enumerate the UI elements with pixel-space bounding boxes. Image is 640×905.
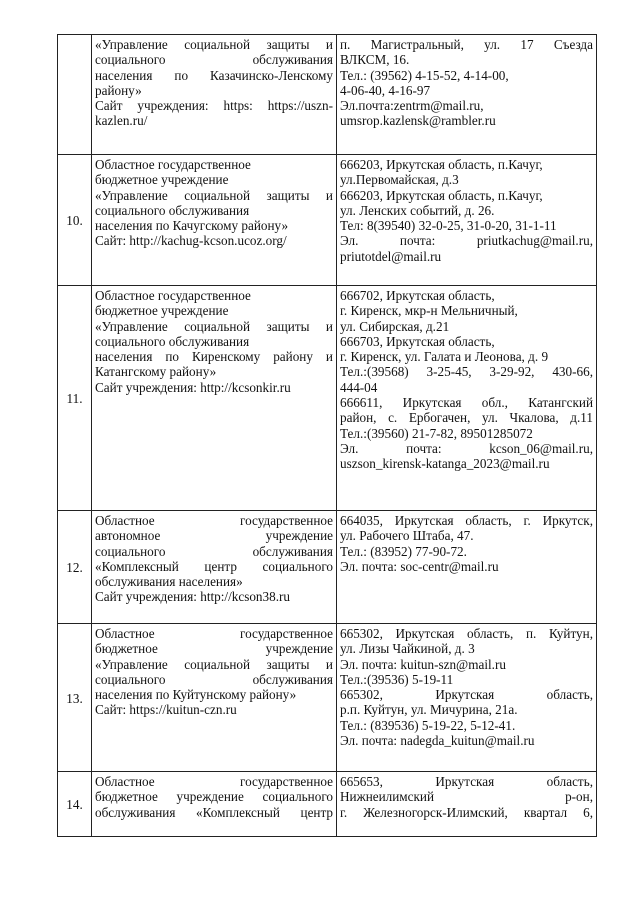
organization-line: обслуживания «Комплексный центр bbox=[95, 804, 333, 820]
organization-line: Областное государственное bbox=[95, 774, 333, 789]
address-line: 665302, Иркутская область, bbox=[340, 687, 593, 703]
address-contact-cell bbox=[337, 772, 597, 837]
organization-line: kazlen.ru/ bbox=[95, 113, 148, 129]
organization-line: Областное государственное bbox=[95, 626, 333, 641]
address-line: г. Железногорск-Илимский, квартал 6, bbox=[340, 804, 593, 820]
table-row bbox=[58, 286, 597, 511]
organization-line: социального обслуживания bbox=[95, 52, 333, 68]
address-line: Эл. почта: kuitun-szn@mail.ru bbox=[340, 656, 506, 672]
organization-line: социального обслуживания bbox=[95, 202, 250, 218]
row-number: 13. bbox=[58, 624, 92, 772]
organization-line: бюджетное учреждение bbox=[95, 303, 229, 319]
organization-line: «Управление социальной защиты и bbox=[95, 187, 333, 203]
address-line: Тел.:(39560) 21-7-82, 89501285072 bbox=[340, 425, 533, 441]
address-line: г. Киренск, мкр-н Мельничный, bbox=[340, 303, 518, 319]
organization-line: Сайт: https://kuitun-czn.ru bbox=[95, 702, 237, 718]
organization-line: району» bbox=[95, 82, 142, 98]
table-row bbox=[58, 772, 597, 837]
table-row bbox=[58, 624, 597, 772]
organization-line: «Управление социальной защиты и bbox=[95, 656, 333, 672]
address-line: Эл.почта:zentrm@mail.ru, bbox=[340, 98, 484, 114]
organization-line: Сайт учреждения: http://kcson38.ru bbox=[95, 589, 290, 605]
institutions-table bbox=[57, 34, 597, 837]
organization-line: «Комплексный центр социального bbox=[95, 558, 333, 574]
address-line: priutotdel@mail.ru bbox=[340, 248, 442, 264]
organization-line: Катангскому району» bbox=[95, 364, 217, 380]
organization-line: населения по Качугскому району» bbox=[95, 218, 289, 234]
organization-line: «Управление социальной защиты и bbox=[95, 318, 333, 334]
organization-line: Областное государственное bbox=[95, 157, 251, 172]
organization-line: автономное учреждение bbox=[95, 528, 333, 544]
address-line: 665653, Иркутская область, bbox=[340, 774, 593, 789]
row-number: 10. bbox=[58, 155, 92, 286]
organization-cell bbox=[92, 624, 337, 772]
organization-line: социального обслуживания bbox=[95, 671, 333, 687]
address-line: район, с. Ербогачен, ул. Чкалова, д.11 bbox=[340, 410, 593, 426]
address-line: ул. Сибирская, д.21 bbox=[340, 318, 450, 334]
address-contact-cell bbox=[337, 286, 597, 511]
row-number: 11. bbox=[58, 286, 92, 511]
address-line: г. Киренск, ул. Галата и Леонова, д. 9 bbox=[340, 349, 549, 365]
address-line: ул. Рабочего Штаба, 47. bbox=[340, 528, 474, 544]
table-row bbox=[58, 35, 597, 155]
address-line: ул.Первомайская, д.3 bbox=[340, 172, 459, 188]
organization-line: бюджетное учреждение социального bbox=[95, 789, 333, 805]
organization-line: социального обслуживания bbox=[95, 543, 333, 559]
organization-line: Сайт учреждения: https: https://uszn- bbox=[95, 98, 333, 114]
address-line: 665302, Иркутская область, п. Куйтун, bbox=[340, 626, 593, 641]
organization-cell bbox=[92, 511, 337, 624]
address-contact-cell bbox=[337, 511, 597, 624]
address-line: 666611, Иркутская обл., Катангский bbox=[340, 395, 593, 411]
address-line: 666703, Иркутская область, bbox=[340, 333, 495, 349]
organization-line: Областное государственное bbox=[95, 513, 333, 528]
address-line: 666203, Иркутская область, п.Качуг, bbox=[340, 157, 543, 172]
address-line: п. Магистральный, ул. 17 Съезда bbox=[340, 37, 593, 52]
organization-cell bbox=[92, 286, 337, 511]
row-number: 12. bbox=[58, 511, 92, 624]
organization-line: Сайт: http://kachug-kcson.ucoz.org/ bbox=[95, 233, 287, 249]
organization-line: Областное государственное bbox=[95, 288, 251, 303]
address-line: 444-04 bbox=[340, 379, 378, 395]
organization-line: «Управление социальной защиты и bbox=[95, 37, 333, 52]
address-contact-cell bbox=[337, 155, 597, 286]
row-number: 14. bbox=[58, 772, 92, 837]
address-line: Нижнеилимский р-он, bbox=[340, 789, 593, 805]
address-line: 4-06-40, 4-16-97 bbox=[340, 82, 431, 98]
organization-line: населения по Киренскому району и bbox=[95, 349, 333, 365]
organization-line: обслуживания населения» bbox=[95, 574, 243, 590]
organization-line: социального обслуживания bbox=[95, 333, 250, 349]
table-row bbox=[58, 511, 597, 624]
address-line: Тел.: (39562) 4-15-52, 4-14-00, bbox=[340, 67, 509, 83]
address-line: Эл. почта: nadegda_kuitun@mail.ru bbox=[340, 733, 535, 749]
address-line: ВЛКСМ, 16. bbox=[340, 52, 410, 68]
row-number bbox=[58, 35, 92, 155]
address-contact-cell bbox=[337, 35, 597, 155]
address-line: 666203, Иркутская область, п.Качуг, bbox=[340, 187, 543, 203]
address-line: р.п. Куйтун, ул. Мичурина, 21а. bbox=[340, 702, 518, 718]
organization-line: бюджетное учреждение bbox=[95, 641, 333, 657]
address-line: Эл. почта: soc-centr@mail.ru bbox=[340, 558, 499, 574]
address-contact-cell bbox=[337, 624, 597, 772]
address-line: Тел.: (83952) 77-90-72. bbox=[340, 543, 467, 559]
address-line: uszson_kirensk-katanga_2023@mail.ru bbox=[340, 456, 550, 472]
organization-cell bbox=[92, 155, 337, 286]
address-line: 666702, Иркутская область, bbox=[340, 288, 495, 303]
address-line: Тел.:(39536) 5-19-11 bbox=[340, 671, 454, 687]
organization-line: населения по Казачинско-Ленскому bbox=[95, 67, 333, 83]
address-line: Эл. почта: priutkachug@mail.ru, bbox=[340, 233, 593, 249]
table-row bbox=[58, 155, 597, 286]
organization-cell bbox=[92, 772, 337, 837]
organization-line: населения по Куйтунскому району» bbox=[95, 687, 297, 703]
address-line: Тел: 8(39540) 32-0-25, 31-0-20, 31-1-11 bbox=[340, 218, 557, 234]
organization-cell bbox=[92, 35, 337, 155]
address-line: Тел.:(39568) 3-25-45, 3-29-92, 430-66, bbox=[340, 364, 593, 380]
organization-line: Сайт учреждения: http://kcsonkir.ru bbox=[95, 379, 291, 395]
organization-line: бюджетное учреждение bbox=[95, 172, 229, 188]
address-line: Эл. почта: kcson_06@mail.ru, bbox=[340, 440, 593, 456]
address-line: ул. Лизы Чайкиной, д. 3 bbox=[340, 641, 475, 657]
address-line: 664035, Иркутская область, г. Иркутск, bbox=[340, 513, 593, 528]
address-line: ул. Ленских событий, д. 26. bbox=[340, 202, 495, 218]
address-line: umsrop.kazlensk@rambler.ru bbox=[340, 113, 496, 129]
address-line: Тел.: (839536) 5-19-22, 5-12-41. bbox=[340, 717, 516, 733]
